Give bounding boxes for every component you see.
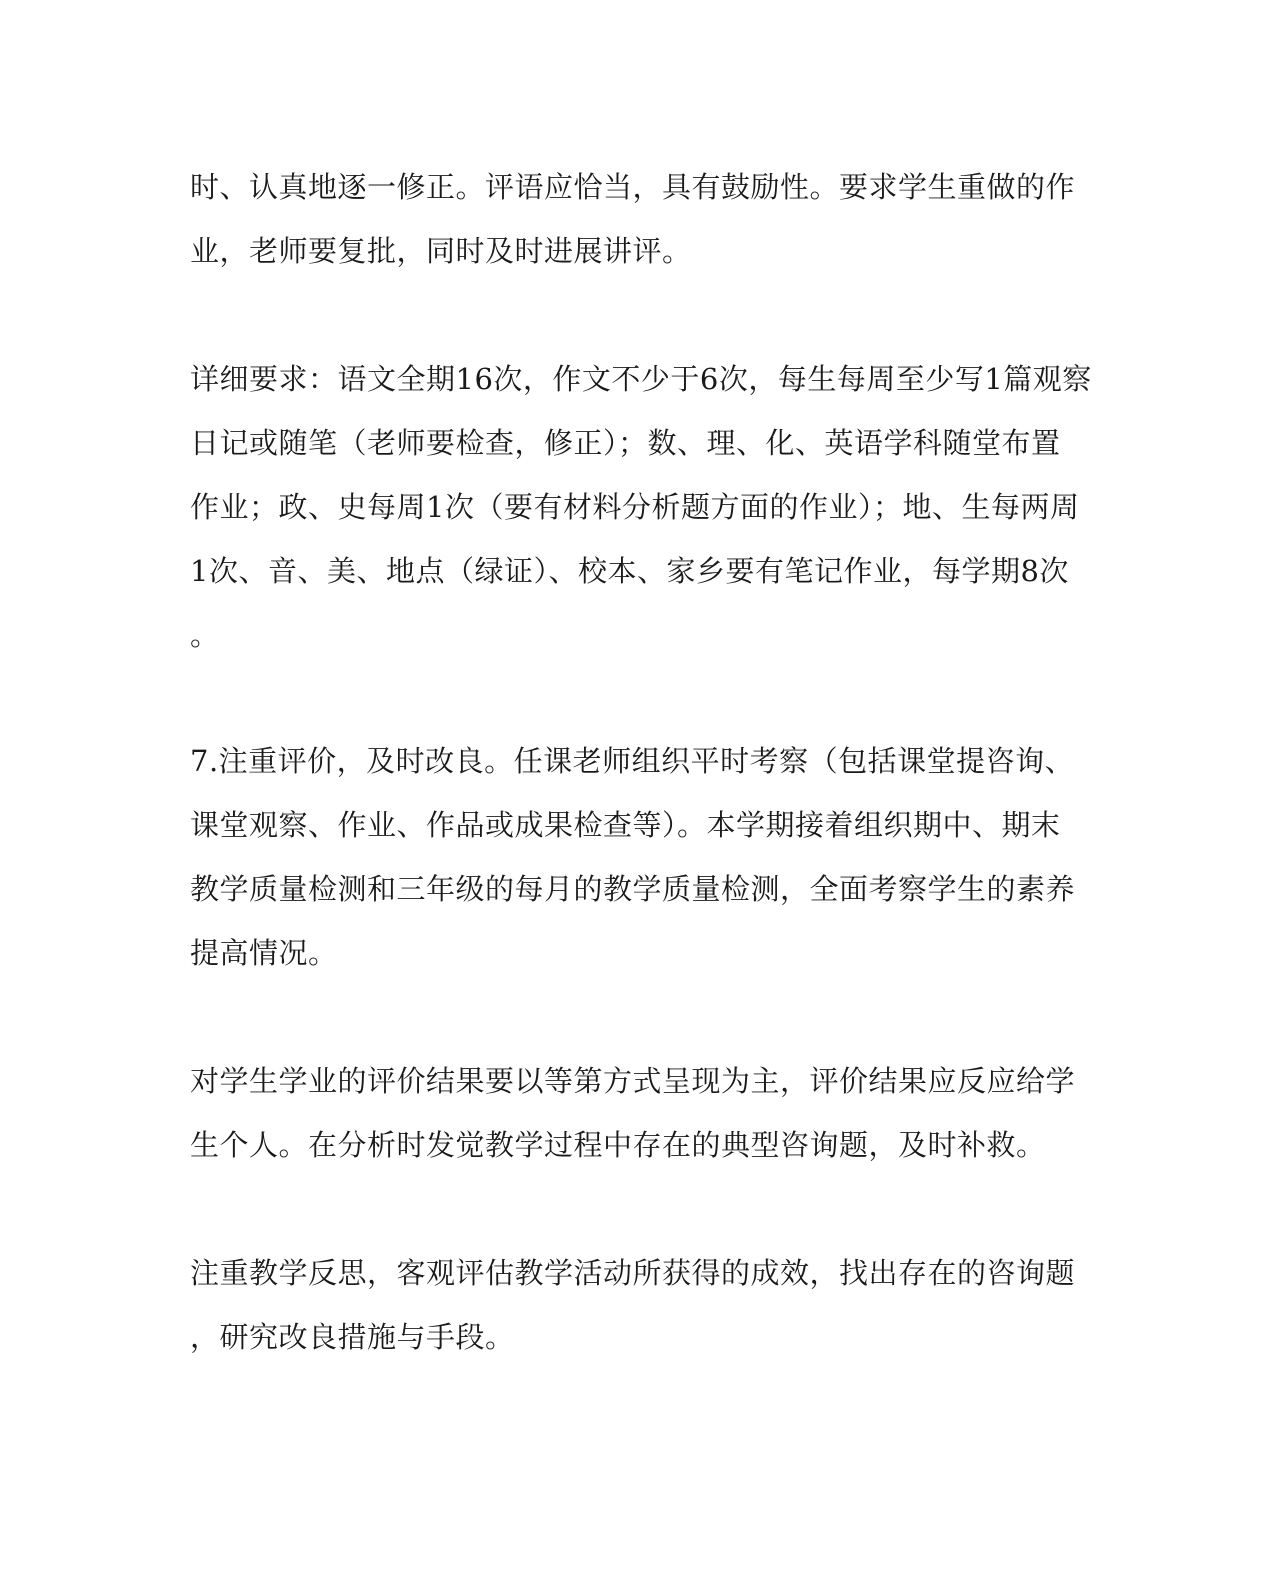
- paragraph-4-line-2: 生个人。在分析时发觉教学过程中存在的典型咨询题，及时补救。: [190, 1128, 1046, 1162]
- paragraph-3-line-4: 提高情况。: [190, 936, 338, 970]
- paragraph-5-line-1: 注重教学反思，客观评估教学活动所获得的成效，找出存在的咨询题: [190, 1256, 1076, 1290]
- paragraph-1-line-1: 时、认真地逐一修正。评语应恰当，具有鼓励性。要求学生重做的作: [190, 170, 1076, 204]
- paragraph-2-line-2: 日记或随笔（老师要检查，修正）；数、理、化、英语学科随堂布置: [190, 426, 1061, 460]
- paragraph-5-line-2: ，研究改良措施与手段。: [190, 1320, 515, 1354]
- paragraph-2-line-1: 详细要求：语文全期16次，作文不少于6次，每生每周至少写1篇观察: [190, 362, 1092, 396]
- paragraph-1-line-2: 业，老师要复批，同时及时进展讲评。: [190, 234, 692, 268]
- paragraph-4-line-1: 对学生学业的评价结果要以等第方式呈现为主，评价结果应反应给学: [190, 1064, 1076, 1098]
- paragraph-3-line-2: 课堂观察、作业、作品或成果检查等）。本学期接着组织期中、期末: [190, 808, 1061, 842]
- paragraph-3-line-3: 教学质量检测和三年级的每月的教学质量检测，全面考察学生的素养: [190, 872, 1076, 906]
- paragraph-2-line-5: 。: [190, 618, 220, 652]
- paragraph-2-line-4: 1次、音、美、地点（绿证）、校本、家乡要有笔记作业，每学期8次: [190, 554, 1069, 588]
- paragraph-3-line-1: 7.注重评价，及时改良。任课老师组织平时考察（包括课堂提咨询、: [190, 744, 1075, 778]
- paragraph-2-line-3: 作业；政、史每周1次（要有材料分析题方面的作业）；地、生每两周: [190, 490, 1080, 524]
